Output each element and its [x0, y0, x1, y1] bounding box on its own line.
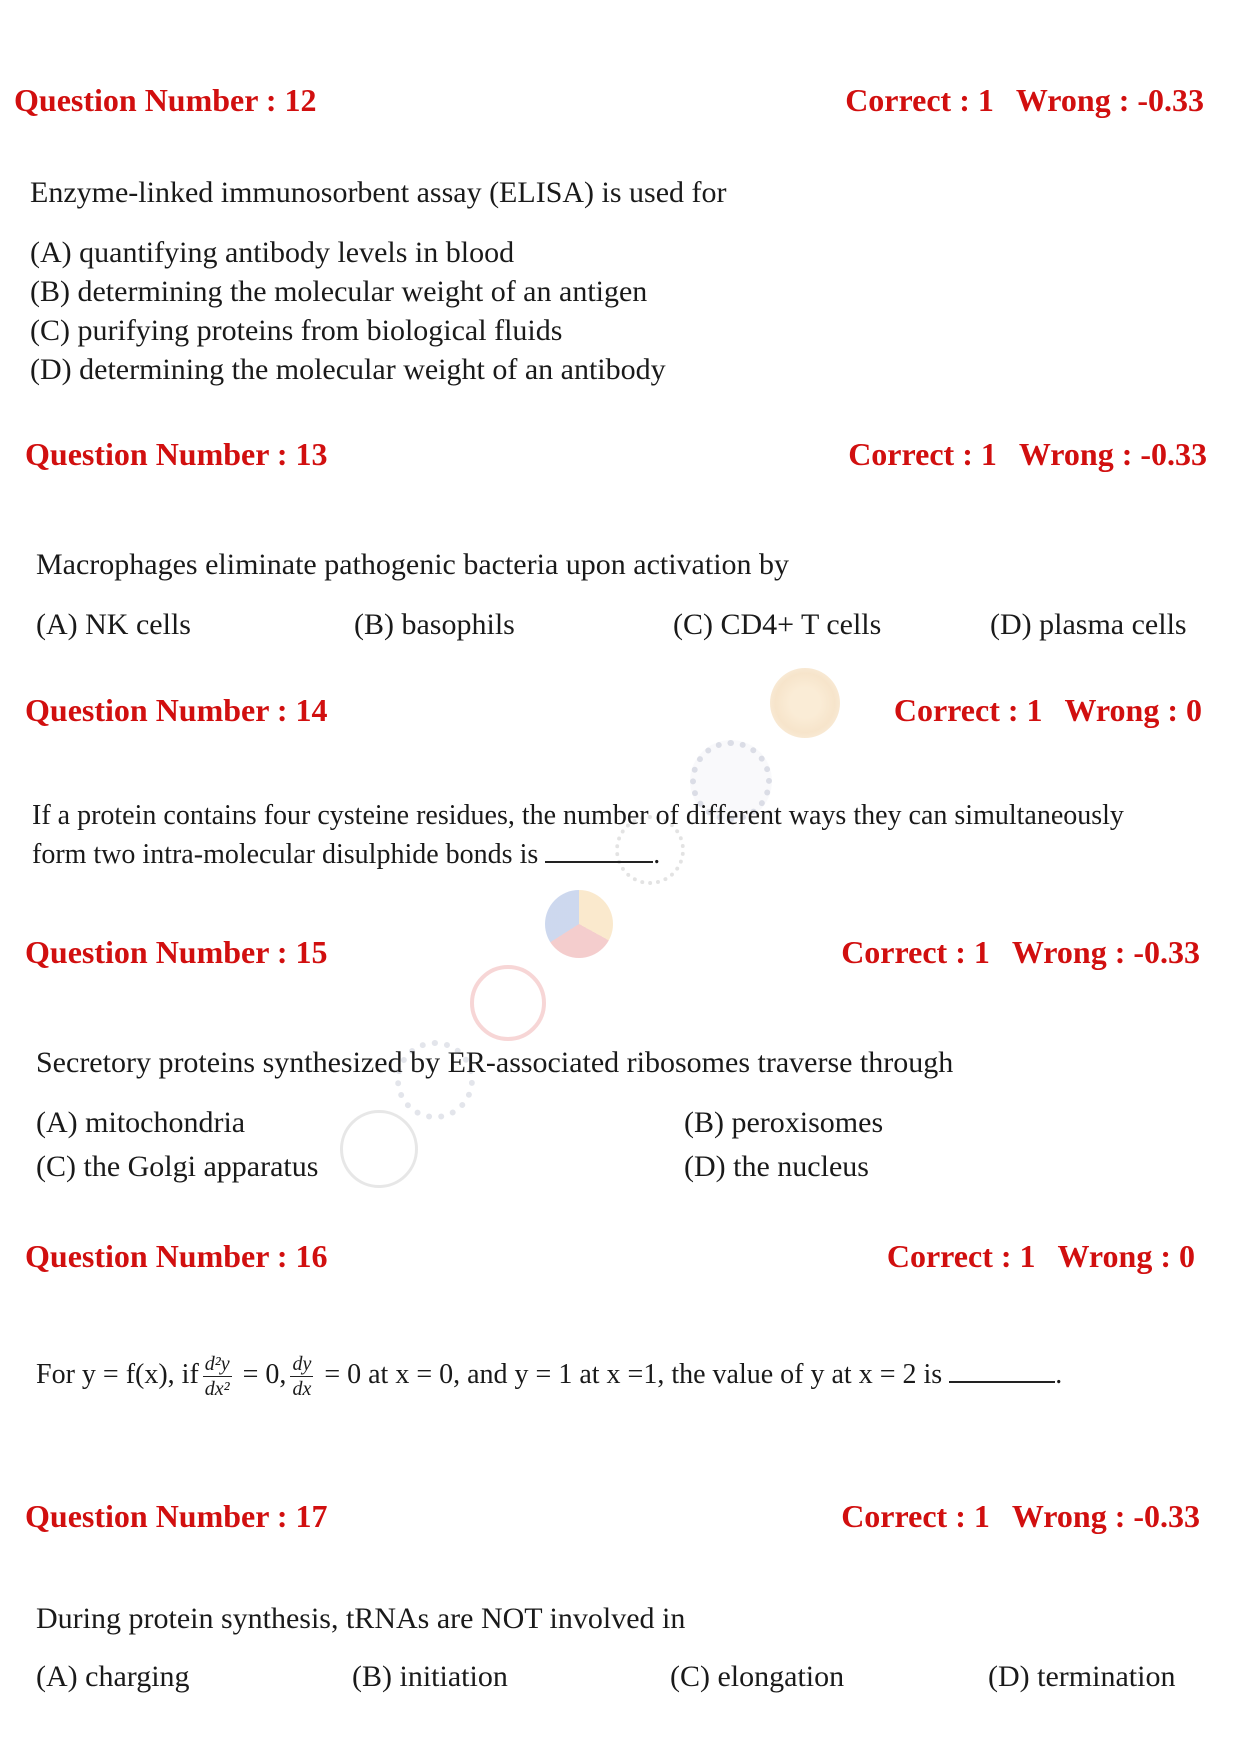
- correct-mark: Correct : 1: [841, 1498, 990, 1534]
- option-b: (B) determining the molecular weight of an antigen: [30, 275, 648, 308]
- fraction-denominator: dx: [292, 1378, 312, 1400]
- wrong-mark: Wrong : 0: [1064, 692, 1202, 728]
- question-stem: During protein synthesis, tRNAs are NOT involved in: [36, 1602, 686, 1635]
- question-number-header: Question Number : 17: [25, 1498, 328, 1534]
- stem-period: .: [1055, 1358, 1063, 1390]
- fraction-denominator: dx²: [204, 1378, 230, 1400]
- option-c: (C) purifying proteins from biological fluids: [30, 314, 563, 347]
- option-a: (A) mitochondria: [36, 1106, 246, 1139]
- option-c: (C) elongation: [670, 1660, 845, 1693]
- question-stem-text: form two intra-molecular disulphide bonds is: [32, 839, 539, 870]
- answer-blank: [949, 1355, 1055, 1383]
- wrong-mark: Wrong : -0.33: [1018, 436, 1207, 472]
- correct-mark: Correct : 1: [848, 436, 997, 472]
- stem-part-b: = 0,: [242, 1358, 287, 1390]
- question-stem-equation: [36, 1352, 1062, 1401]
- marking-scheme: [894, 692, 1202, 729]
- option-a: (A) charging: [36, 1660, 190, 1693]
- question-stem: Secretory proteins synthesized by ER-associated ribosomes traverse through: [36, 1046, 954, 1079]
- fraction-numerator: dy: [292, 1353, 312, 1375]
- option-d: (D) plasma cells: [990, 608, 1187, 641]
- watermark-seal-7: [340, 1110, 418, 1188]
- wrong-mark: Wrong : -0.33: [1011, 1498, 1200, 1534]
- question-number-header: Question Number : 14: [25, 692, 328, 728]
- option-b: (B) basophils: [354, 608, 515, 641]
- wrong-mark: Wrong : 0: [1057, 1238, 1195, 1274]
- question-number-header: Question Number : 12: [14, 82, 317, 118]
- question-number-header: Question Number : 13: [25, 436, 328, 472]
- option-b: (B) peroxisomes: [684, 1106, 884, 1139]
- marking-scheme: [848, 436, 1207, 473]
- stem-period: .: [653, 839, 661, 870]
- correct-mark: Correct : 1: [893, 692, 1043, 728]
- question-stem-line-2: [32, 835, 660, 871]
- correct-mark: Correct : 1: [841, 934, 990, 970]
- question-stem: Macrophages eliminate pathogenic bacteria upon activation by: [36, 548, 790, 581]
- correct-mark: Correct : 1: [845, 82, 994, 118]
- question-stem: Enzyme-linked immunosorbent assay (ELISA) is used for: [30, 176, 727, 209]
- correct-mark: Correct : 1: [886, 1238, 1036, 1274]
- wrong-mark: Wrong : -0.33: [1015, 82, 1204, 118]
- wrong-mark: Wrong : -0.33: [1011, 934, 1200, 970]
- question-number-header: Question Number : 15: [25, 934, 328, 970]
- question-number-header: Question Number : 16: [25, 1238, 328, 1274]
- answer-blank: [545, 835, 653, 863]
- question-stem-line-1: If a protein contains four cysteine residues, the number of different ways they can simultaneously: [32, 800, 1124, 831]
- marking-scheme: [841, 1498, 1200, 1535]
- marking-scheme: [887, 1238, 1195, 1275]
- second-derivative-fraction: [203, 1352, 232, 1401]
- marking-scheme: [845, 82, 1204, 119]
- stem-part-a: For y = f(x), if: [36, 1358, 199, 1390]
- stem-part-c: = 0 at x = 0, and y = 1 at x =1, the value of y at x = 2 is: [324, 1358, 943, 1390]
- marking-scheme: [841, 934, 1200, 971]
- first-derivative-fraction: [290, 1352, 313, 1401]
- option-c: (C) CD4+ T cells: [673, 608, 882, 641]
- option-d: (D) termination: [988, 1660, 1176, 1693]
- option-d: (D) the nucleus: [684, 1150, 869, 1183]
- option-a: (A) quantifying antibody levels in blood: [30, 236, 515, 269]
- fraction-numerator: d²y: [204, 1353, 230, 1375]
- option-b: (B) initiation: [352, 1660, 508, 1693]
- option-c: (C) the Golgi apparatus: [36, 1150, 319, 1183]
- watermark-seal-1: [770, 668, 840, 738]
- watermark-seal-4: [545, 890, 613, 958]
- watermark-seal-5: [470, 965, 546, 1041]
- option-d: (D) determining the molecular weight of an antibody: [30, 353, 666, 386]
- option-a: (A) NK cells: [36, 608, 191, 641]
